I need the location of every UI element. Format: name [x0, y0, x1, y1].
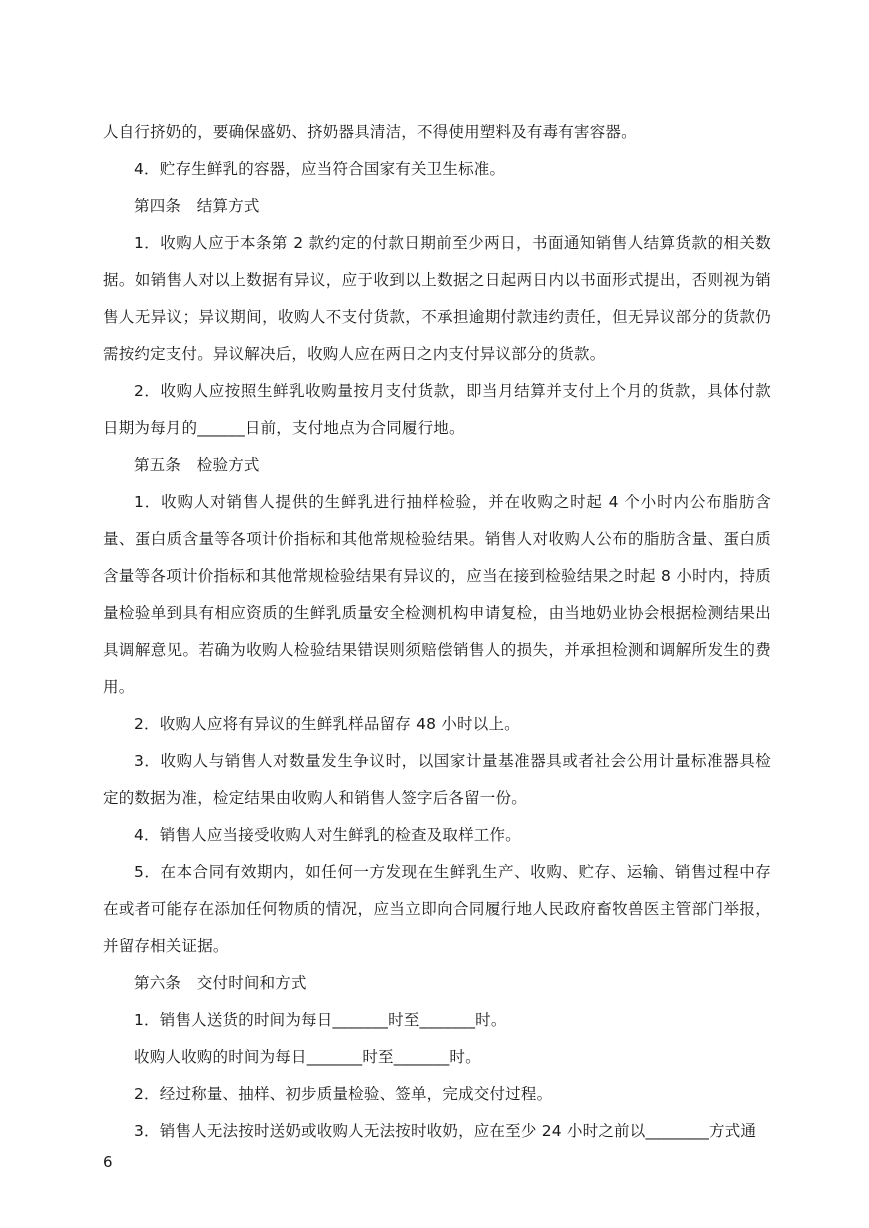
paragraph-inspection-5: 5．在本合同有效期内，如任何一方发现在生鲜乳生产、收购、贮存、运输、销售过程中存在或者可能存在添加任何物质的情况，应当立即向合同履行地人民政府畜牧兽医主管部门举报，并留存相关证据。: [103, 863, 771, 955]
page-number: 6: [103, 1153, 113, 1171]
paragraph-delivery-1b: 收购人收购的时间为每日_______时至_______时。: [134, 1048, 481, 1066]
section-heading-article-4: 第四条 结算方式: [134, 197, 260, 215]
paragraph-delivery-1: 1．销售人送货的时间为每日_______时至_______时。: [134, 1011, 507, 1029]
paragraph-delivery-3: 3．销售人无法按时送奶或收购人无法按时收奶，应在至少 24 小时之前以________方式通: [134, 1122, 757, 1140]
paragraph-delivery-2: 2．经过称量、抽样、初步质量检验、签单，完成交付过程。: [134, 1085, 553, 1103]
paragraph-clause-4: 4．贮存生鲜乳的容器，应当符合国家有关卫生标准。: [134, 160, 506, 178]
paragraph-inspection-1: 1．收购人对销售人提供的生鲜乳进行抽样检验，并在收购之时起 4 个小时内公布脂肪含量、蛋白质含量等各项计价指标和其他常规检验结果。销售人对收购人公布的脂肪含量、蛋白质含量等各项计价指标和其他常规检验结果有异议的，应当在接到检验结果之时起 8 小时内，持质量检验单到具有相应资质的生鲜乳质量安全检测机构申请复检，由当地奶业协会根据检测结果出具调解意见。若确为收购人检验结果错误则须赔偿销售人的损失，并承担检测和调解所发生的费用。: [103, 493, 771, 696]
section-heading-article-5: 第五条 检验方式: [134, 456, 260, 474]
paragraph-settlement-1: 1．收购人应于本条第 2 款约定的付款日期前至少两日，书面通知销售人结算货款的相关数据。如销售人对以上数据有异议，应于收到以上数据之日起两日内以书面形式提出，否则视为销售人无异议；异议期间，收购人不支付货款，不承担逾期付款违约责任，但无异议部分的货款仍需按约定支付。异议解决后，收购人应在两日之内支付异议部分的货款。: [103, 234, 771, 363]
paragraph-continuation: 人自行挤奶的，要确保盛奶、挤奶器具清洁，不得使用塑料及有毒有害容器。: [103, 123, 637, 141]
paragraph-inspection-3: 3．收购人与销售人对数量发生争议时，以国家计量基准器具或者社会公用计量标准器具检定的数据为准，检定结果由收购人和销售人签字后各留一份。: [103, 752, 771, 807]
paragraph-inspection-2: 2．收购人应将有异议的生鲜乳样品留存 48 小时以上。: [134, 715, 520, 733]
document-body: [103, 114, 771, 1150]
paragraph-settlement-2: 2．收购人应按照生鲜乳收购量按月支付货款，即当月结算并支付上个月的货款，具体付款日期为每月的______日前，支付地点为合同履行地。: [103, 382, 771, 437]
section-heading-article-6: 第六条 交付时间和方式: [134, 974, 307, 992]
paragraph-inspection-4: 4．销售人应当接受收购人对生鲜乳的检查及取样工作。: [134, 826, 521, 844]
